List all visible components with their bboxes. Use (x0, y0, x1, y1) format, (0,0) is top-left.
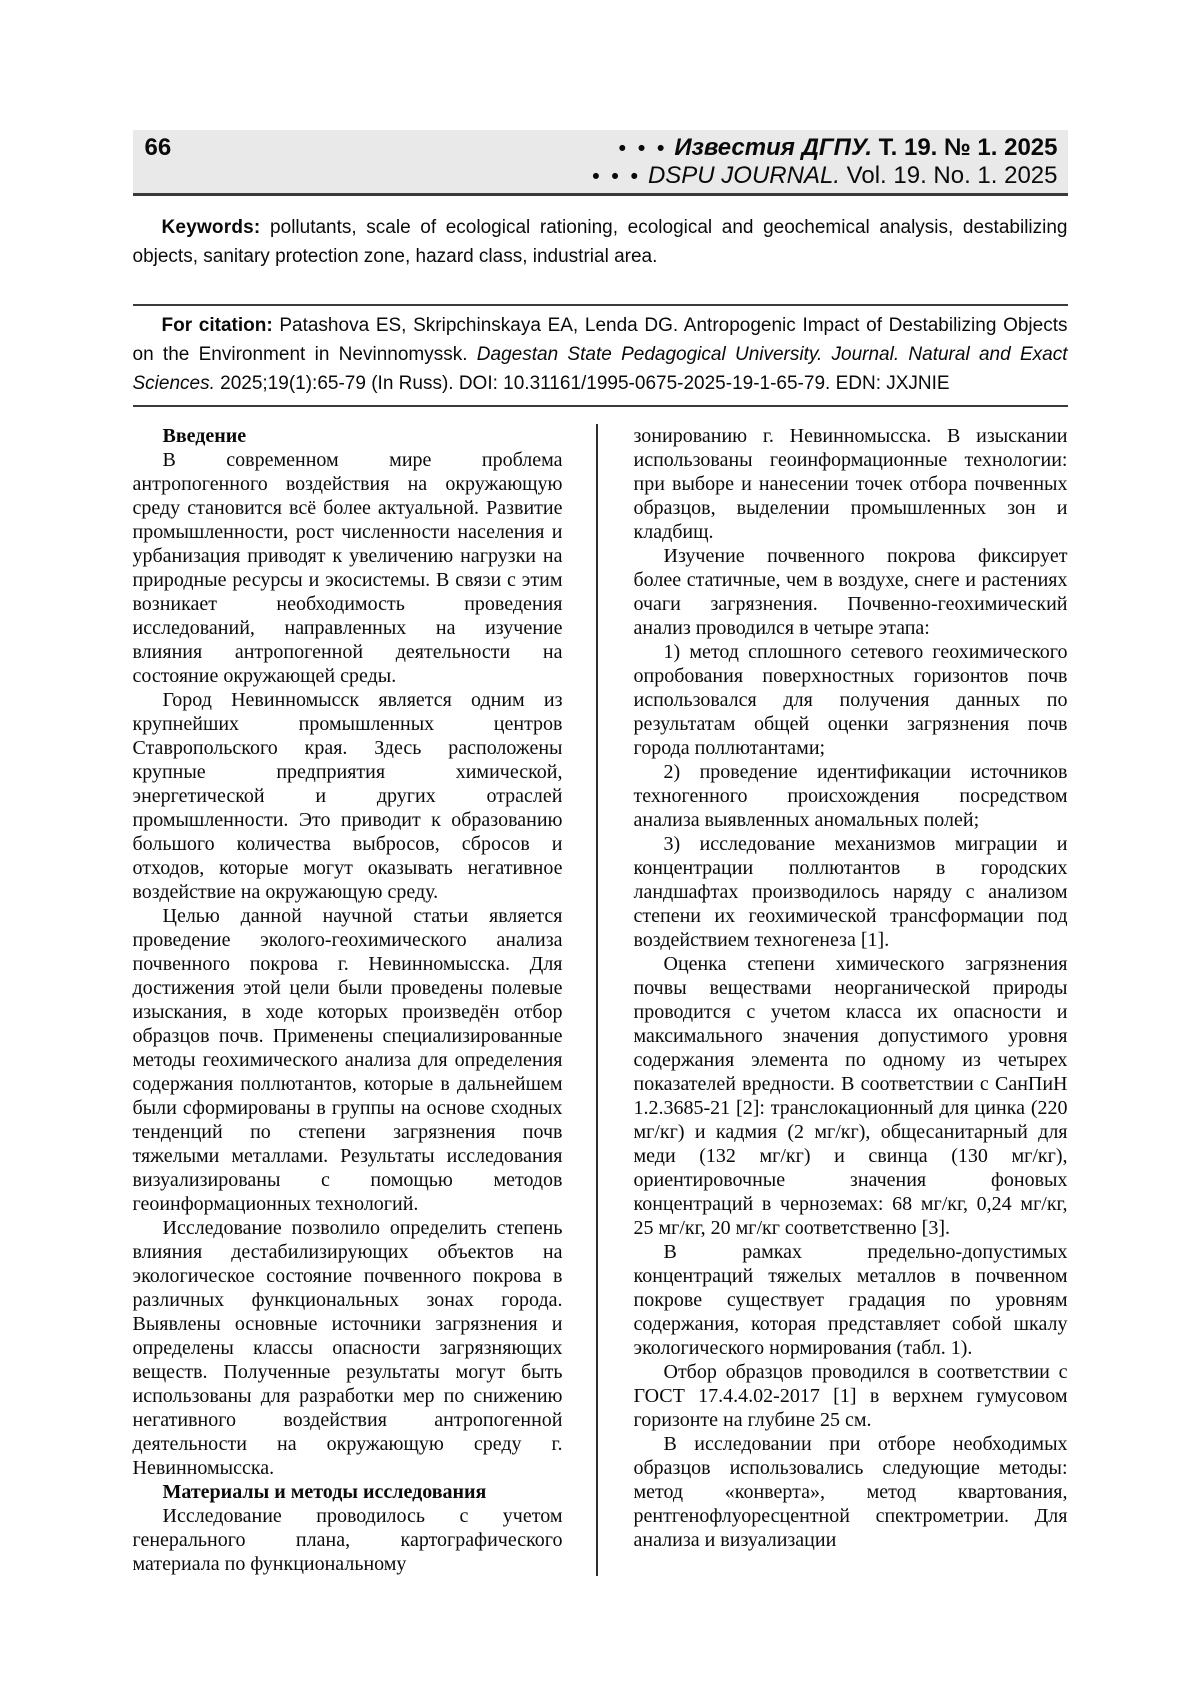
page-number: 66 (144, 134, 172, 161)
citation-label: For citation: (161, 315, 273, 336)
left-column (133, 424, 563, 1576)
journal-title-en-issue: Vol. 19. No. 1. 2025 (840, 162, 1058, 189)
paragraph: Целью данной научной статьи является проведение эколого-геохимического анализа почвенного покрова г. Невинномысска. Для достижения этой цели были проведены полевые изыскания, в ходе которых произведён отбор образцов почв. Применены специализированные методы геохимического анализа для определения содержания поллютантов, которые в дальнейшем были сформированы в группы на основе сходных тенденций по степени загрязнения почв тяжелыми металлами. Результаты исследования визуализированы с помощью методов геоинформационных технологий. (132, 905, 563, 1215)
journal-header-titles (592, 134, 1057, 190)
journal-title-en (592, 162, 1057, 190)
paragraph: Город Невинномысск является одним из крупнейших промышленных центров Ставропольского края. Здесь расположены крупные предприятия химической, энергетической и других отраслей промышленности. Это приводит к образованию большого количества выбросов, сбросов и отходов, которые могут оказывать негативное воздействие на окружающую среду. (132, 689, 563, 903)
keywords-block (133, 213, 1068, 271)
journal-title-en-name: DSPU JOURNAL. (647, 162, 840, 189)
journal-title-ru-name: Известия ДГПУ. (674, 134, 873, 161)
page-header (133, 130, 1068, 196)
paragraph: В исследовании при отборе необходимых образцов использовались следующие методы: метод «конверта», метод квартования, рентгенофлуоресцентной спектрометрии. Для анализа и визуализации (633, 1433, 1068, 1551)
paragraph: Оценка степени химического загрязнения почвы веществами неорганической природы проводится с учетом класса их опасности и максимального значения допустимого уровня содержания элемента по одному из четырех показателей вредности. В соответствии с СанПиН 1.2.3685-21 [2]: транслокационный для цинка (220 мг/кг) и кадмия (2 мг/кг), общесанитарный для меди (132 мг/кг) и свинца (130 мг/кг), ориентировочные значения фоновых концентраций в черноземах: 68 мг/кг, 0,24 мг/кг, 25 мг/кг, 20 мг/кг соответственно [3]. (633, 953, 1068, 1239)
citation-issue-doi: 2025;19(1):65-79 (In Russ). DOI: 10.31161/1995-0675-2025-19-1-65-79. EDN: JXJNIE (214, 373, 950, 394)
bullet-separator-icon: • • • (592, 165, 641, 188)
right-column (634, 424, 1068, 1576)
list-item: 2) проведение идентификации источников техногенного происхождения посредством анализа выявленных аномальных полей; (633, 761, 1068, 831)
keywords-label: Keywords: (161, 217, 261, 238)
keywords-text: pollutants, scale of ecological rationing, ecological and geochemical analysis, destabilizing objects, sanitary protection zone, hazard class, industrial area. (132, 217, 1068, 267)
paragraph: Изучение почвенного покрова фиксирует более статичные, чем в воздухе, снеге и растениях очаги загрязнения. Почвенно-геохимический анализ проводился в четыре этапа: (633, 545, 1068, 639)
citation-journal-name: Dagestan State Pedagogical University. Journal. Natural and Exact Sciences. (132, 344, 1068, 394)
paragraph: Отбор образцов проводился в соответствии с ГОСТ 17.4.4.02-2017 [1] в верхнем гумусовом горизонте на глубине 25 см. (633, 1361, 1068, 1431)
journal-title-ru-issue: Т. 19. № 1. 2025 (872, 134, 1058, 161)
section-heading-introduction: Введение (162, 425, 247, 447)
journal-title-ru (592, 134, 1057, 162)
paragraph: Исследование проводилось с учетом генерального плана, картографического материала по функциональному (132, 1505, 563, 1575)
section-heading-materials-methods: Материалы и методы исследования (162, 1481, 487, 1503)
citation-block (133, 304, 1068, 407)
paragraph-continuation: зонированию г. Невинномысска. В изыскании использованы геоинформационные технологии: при выборе и нанесении точек отбора почвенных образцов, выделении промышленных зон и кладбищ. (633, 425, 1068, 543)
paragraph: В современном мире проблема антропогенного воздействия на окружающую среду становится всё более актуальной. Развитие промышленности, рост численности населения и урбанизация приводят к увеличению нагрузки на природные ресурсы и экосистемы. В связи с этим возникает необходимость проведения исследований, направленных на изучение влияния антропогенной деятельности на состояние окружающей среды. (132, 449, 563, 687)
column-divider (596, 424, 598, 1576)
citation-authors-title: Patashova ES, Skripchinskaya EA, Lenda DG. Antropogenic Impact of Destabilizing Objects on the Environment in Nevinnomyssk. (132, 315, 1068, 365)
article-columns (133, 424, 1068, 1576)
list-item: 1) метод сплошного сетевого геохимического опробования поверхностных горизонтов почв использовался для получения данных по результатам общей оценки загрязнения почв города поллютантами; (633, 641, 1068, 759)
list-item: 3) исследование механизмов миграции и концентрации поллютантов в городских ландшафтах производилось наряду с анализом степени их геохимической трансформации под воздействием техногенеза [1]. (633, 833, 1068, 951)
bullet-separator-icon: • • • (618, 137, 668, 160)
journal-page (133, 0, 1068, 1576)
paragraph: Исследование позволило определить степень влияния дестабилизирующих объектов на экологическое состояние почвенного покрова в различных функциональных зонах города. Выявлены основные источники загрязнения и определены классы опасности загрязняющих веществ. Полученные результаты могут быть использованы для разработки мер по снижению негативного воздействия антропогенной деятельности на окружающую среду г. Невинномысска. (132, 1217, 563, 1479)
paragraph: В рамках предельно-допустимых концентраций тяжелых металлов в почвенном покрове существует градация по уровням содержания, которая представляет собой шкалу экологического нормирования (табл. 1). (633, 1241, 1068, 1359)
